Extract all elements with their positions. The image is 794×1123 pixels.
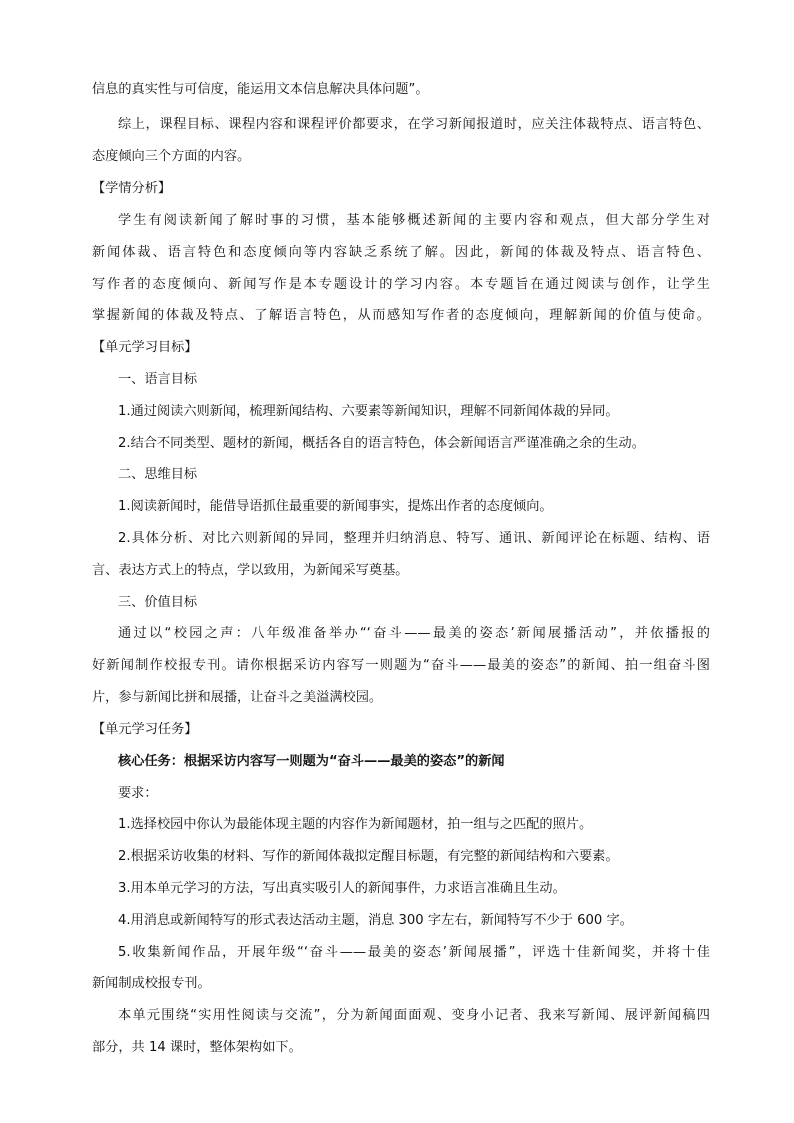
core-task: 核心任务：根据采访内容写一则题为“奋斗——最美的姿态”的新闻 <box>118 754 505 769</box>
paragraph-line: 写作者的态度倾向、新闻写作是本专题设计的学习内容。本专题旨在通过阅读与创作，让学生 <box>92 277 710 292</box>
section-heading: 【学情分析】 <box>92 181 172 196</box>
list-item: 5.收集新闻作品，开展年级“‘奋斗——最美的姿态’新闻展播”，评选十佳新闻奖，并将十佳 <box>118 945 710 960</box>
subsection-heading: 一、语言目标 <box>118 372 198 387</box>
section-heading: 【单元学习目标】 <box>92 340 198 355</box>
paragraph-line: 本单元围绕“实用性阅读与交流”，分为新闻面面观、变身小记者、我来写新闻、展评新闻稿四 <box>118 1008 710 1023</box>
paragraph-line: 部分，共 14 课时，整体架构如下。 <box>92 1040 302 1055</box>
paragraph-line: 好新闻制作校报专刊。请你根据采访内容写一则题为“奋斗——最美的姿态”的新闻、拍一组奋斗图 <box>92 658 710 673</box>
list-item: 1.阅读新闻时，能借导语抓住最重要的新闻事实，提炼出作者的态度倾向。 <box>118 499 553 514</box>
subsection-heading: 三、价值目标 <box>118 595 198 610</box>
paragraph-line: 掌握新闻的体裁及特点、了解语言特色，从而感知写作者的态度倾向，理解新闻的价值与使命。 <box>92 308 710 323</box>
list-item: 1.通过阅读六则新闻，梳理新闻结构、六要素等新闻知识，理解不同新闻体裁的异同。 <box>118 404 619 419</box>
paragraph-line: 综上，课程目标、课程内容和课程评价都要求，在学习新闻报道时，应关注体裁特点、语言特色、 <box>118 117 710 132</box>
section-heading: 【单元学习任务】 <box>92 722 198 737</box>
paragraph-line: 新闻体裁、语言特色和态度倾向等内容缺乏系统了解。因此，新闻的体裁及特点、语言特色、 <box>92 245 710 260</box>
subsection-heading: 二、思维目标 <box>118 467 198 482</box>
paragraph-line: 学生有阅读新闻了解时事的习惯，基本能够概述新闻的主要内容和观点，但大部分学生对 <box>118 213 710 228</box>
requirements-label: 要求： <box>118 786 158 801</box>
paragraph-line: 信息的真实性与可信度，能运用文本信息解决具体问题”。 <box>92 82 429 97</box>
list-item: 2.根据采访收集的材料、写作的新闻体裁拟定醒目标题，有完整的新闻结构和六要素。 <box>118 849 619 864</box>
paragraph-line: 态度倾向三个方面的内容。 <box>92 149 251 164</box>
list-item: 新闻制成校报专刊。 <box>92 976 211 991</box>
list-item: 言、表达方式上的特点，学以致用，为新闻采写奠基。 <box>92 563 409 578</box>
paragraph-line: 通过以“校园之声：八年级准备举办“‘奋斗——最美的姿态’新闻展播活动”，并依播报的 <box>118 626 710 641</box>
list-item: 3.用本单元学习的方法，写出真实吸引人的新闻事件，力求语言准确且生动。 <box>118 881 566 896</box>
list-item: 4.用消息或新闻特写的形式表达活动主题，消息 300 字左右，新闻特写不少于 600 字。 <box>118 913 633 928</box>
list-item: 2.结合不同类型、题材的新闻，概括各自的语言特色，体会新闻语言严谨准确之余的生动。 <box>118 436 645 451</box>
list-item: 1.选择校园中你认为最能体现主题的内容作为新闻题材，拍一组与之匹配的照片。 <box>118 817 593 832</box>
paragraph-line: 片，参与新闻比拼和展播，让奋斗之美溢满校园。 <box>92 690 383 705</box>
list-item: 2.具体分析、对比六则新闻的异同，整理并归纳消息、特写、通讯、新闻评论在标题、结构、语 <box>118 531 710 546</box>
